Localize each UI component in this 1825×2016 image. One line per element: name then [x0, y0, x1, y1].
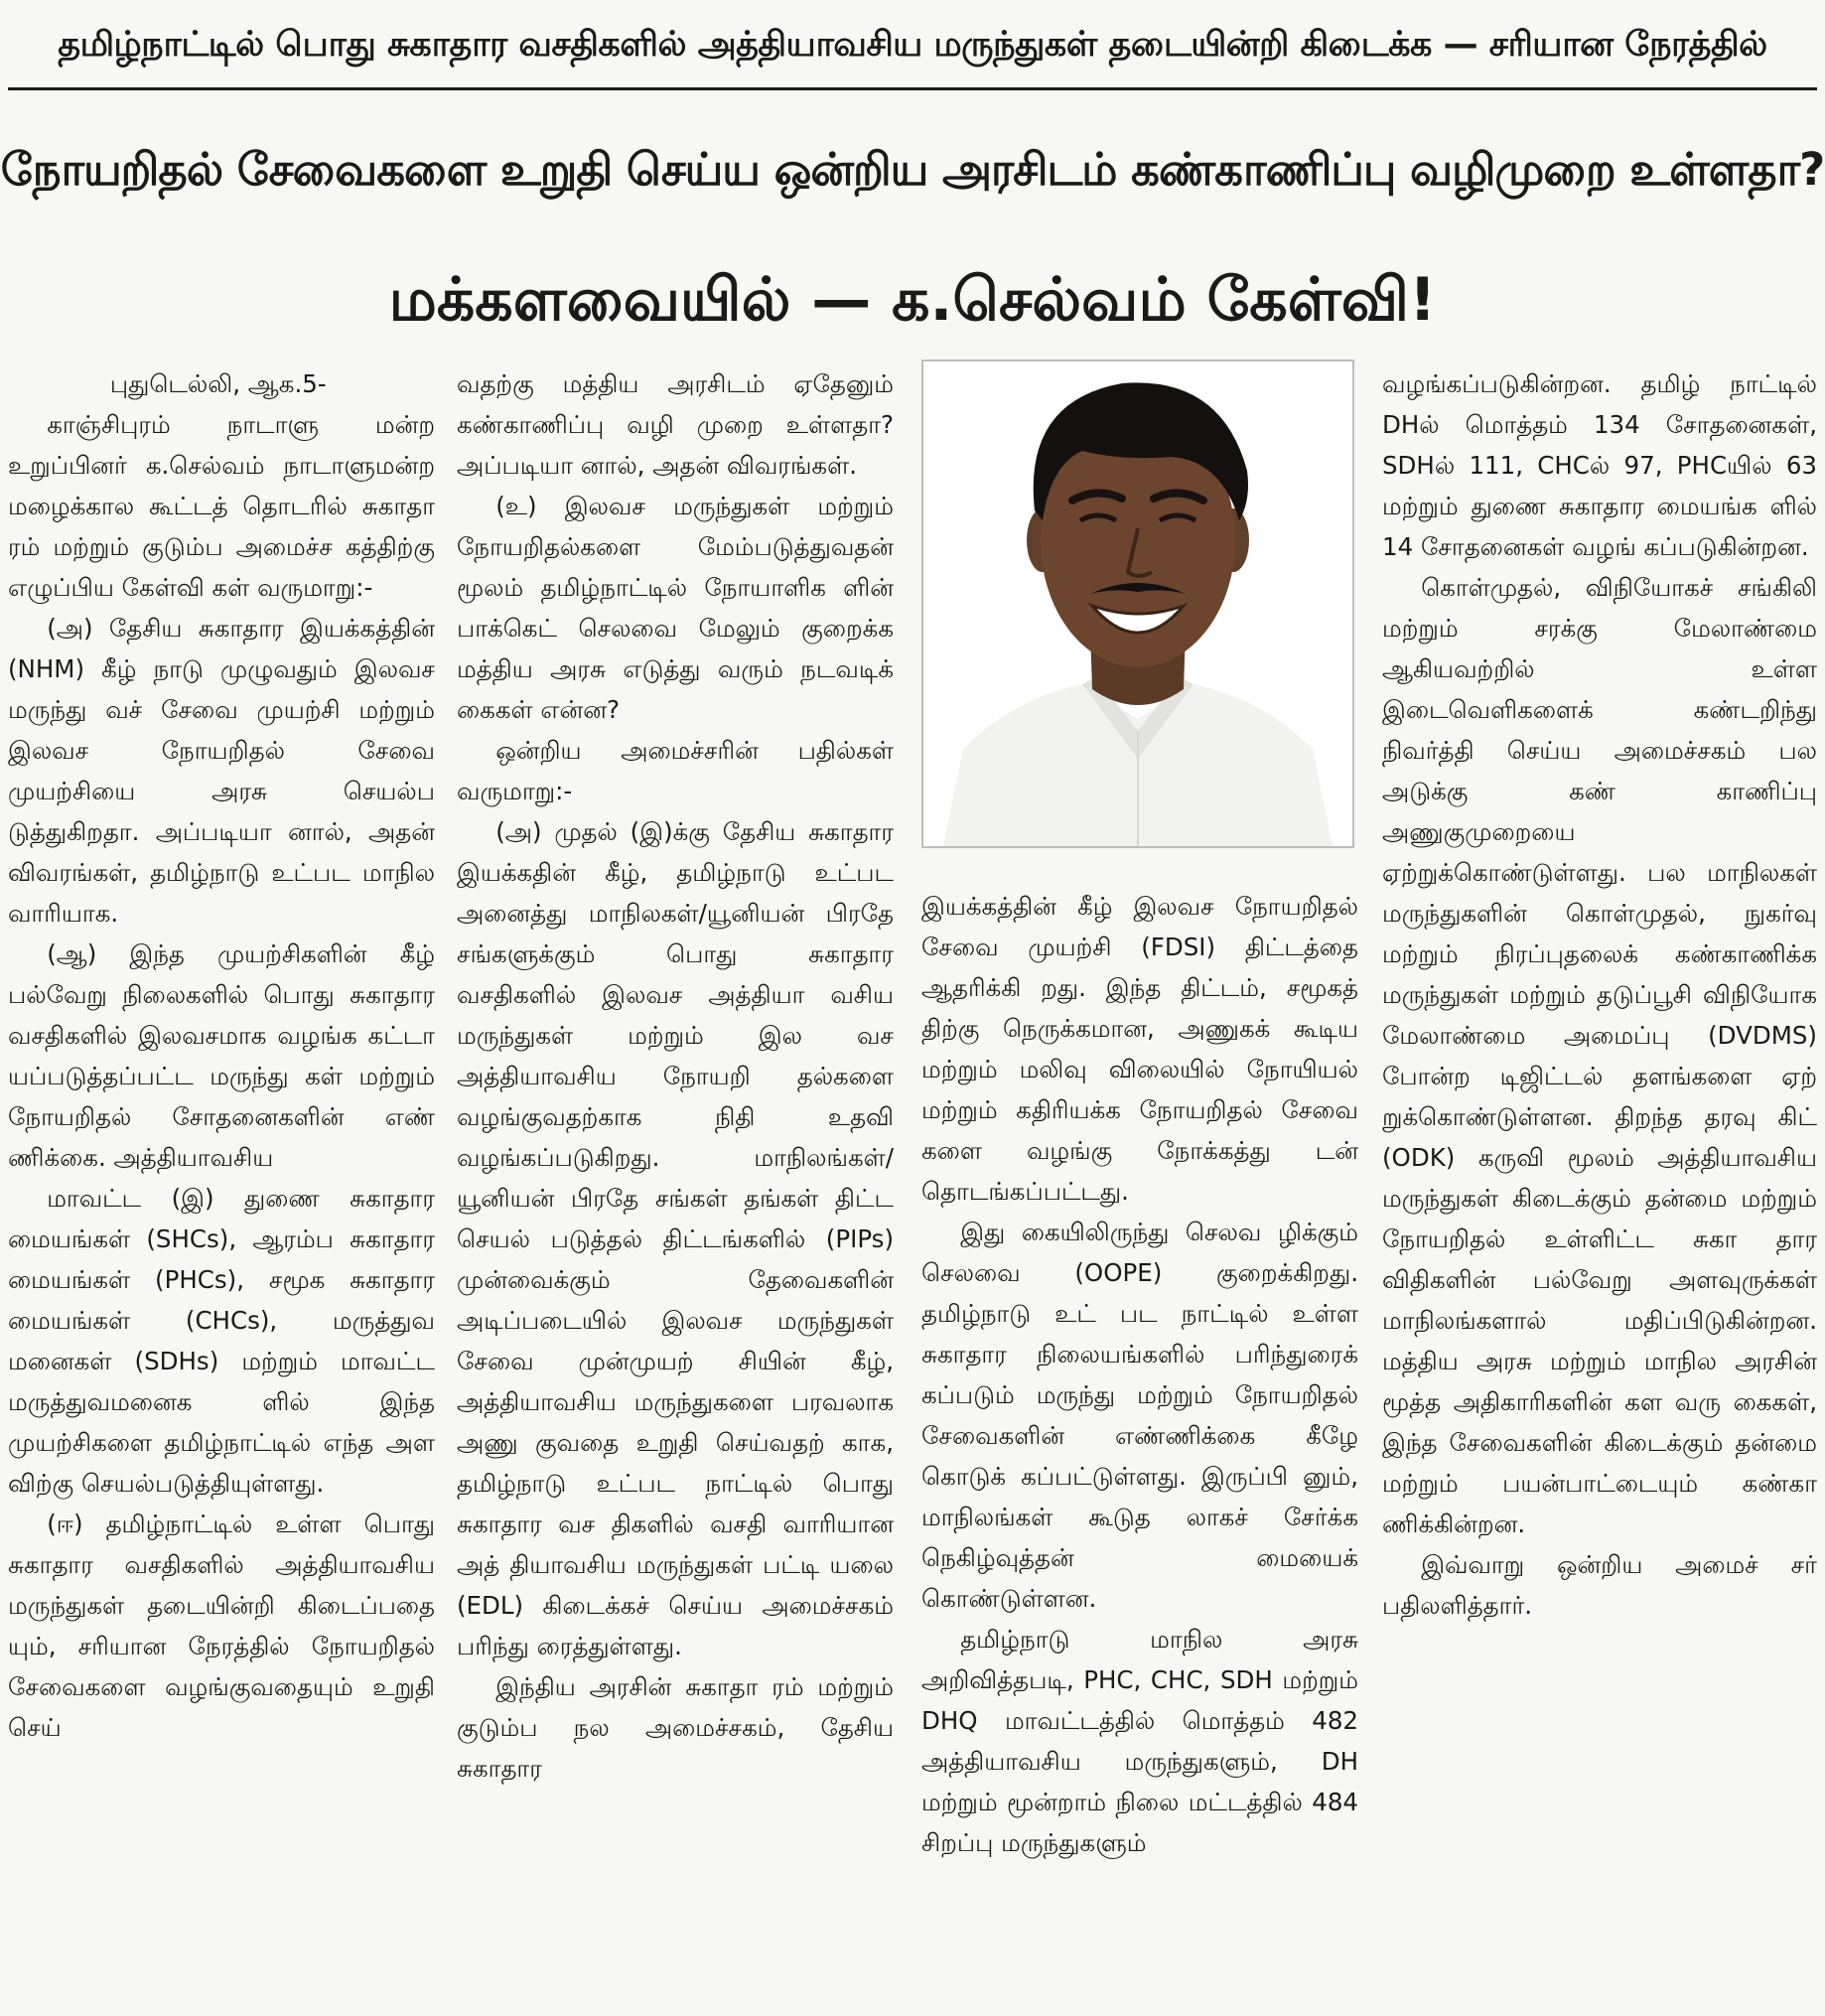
- article-kicker: தமிழ்நாட்டில் பொது சுகாதார வசதிகளில் அத்தியாவசிய மருந்துகள் தடையின்றி கிடைக்க — சரியான நேரத்தில்: [58, 25, 1767, 65]
- column-2-paragraph: (அ) முதல் (இ)க்கு தேசிய சுகாதார இயக்கதின் கீழ், தமிழ்நாடு உட்பட அனைத்து மாநிலகள்/யூனியன் பிரதே சங்களுக்கும் பொது சுகாதார வசதிகளில் இலவச அத்தியா வசிய மருந்துகள் மற்றும் இல வச அத்தியாவசிய நோயறி தல்களை வழங்குவதற்காக நிதி உதவி வழங்கப்படுகிறது. மாநிலங்கள்/யூனியன் பிரதே சங்கள் தங்கள் திட்ட செயல் படுத்தல் திட்டங்களில் (PIPs) முன்வைக்கும் தேவைகளின் அடிப்படையில் இலவச மருந்துகள் சேவை முன்முயற் சியின் கீழ், அத்தியாவசிய மருந்துகளை பரவலாக அணு குவதை உறுதி செய்வதற் காக, தமிழ்நாடு உட்பட நாட்டில் பொது சுகாதார வச திகளில் வசதி வாரியான அத் தியாவசிய மருந்துகள் பட்டி யலை (EDL) கிடைக்கச் செய்ய அமைச்சகம் பரிந்து ரைத்துள்ளது.: [457, 817, 894, 1660]
- article-column-2: [457, 363, 894, 2012]
- column-2-paragraph: வதற்கு மத்திய அரசிடம் ஏதேனும் கண்காணிப்பு வழி முறை உள்ளதா? அப்படியா னால், அதன் விவரங்கள்.: [457, 369, 894, 480]
- column-3-paragraph: இது கையிலிருந்து செலவ ழிக்கும் செலவை (OOPE) குறைக்கிறது. தமிழ்நாடு உட் பட நாட்டில் உள்ள சுகாதார நிலையங்களில் பரிந்துரைக் கப்படும் மருந்து மற்றும் நோயறிதல் சேவைகளின் எண்ணிக்கை கீழே கொடுக் கப்பட்டுள்ளது. இருப்பி னும், மாநிலங்கள் கூடுத லாகச் சேர்க்க நெகிழ்வுத்தன் மையைக் கொண்டுள்ளன.: [921, 1218, 1358, 1613]
- article-column-3: [921, 886, 1358, 2012]
- column-2-paragraph: (உ) இலவச மருந்துகள் மற்றும் நோயறிதல்களை மேம்படுத்துவதன் மூலம் தமிழ்நாட்டில் நோயாளிக ளின் பாக்கெட் செலவை மேலும் குறைக்க மத்திய அரசு எடுத்து வரும் நடவடிக் கைகள் என்ன?: [457, 492, 894, 724]
- article-column-4: [1382, 363, 1817, 2012]
- column-1-paragraph: (ஆ) இந்த முயற்சிகளின் கீழ் பல்வேறு நிலைகளில் பொது சுகாதார வசதிகளில் இலவசமாக வழங்க கட்டா யப்படுத்தப்பட்ட மருந்து கள் மற்றும் நோயறிதல் சோதனைகளின் எண் ணிக்கை. அத்தியாவசிய: [8, 939, 435, 1172]
- article-subheadline: மக்களவையில் — க.செல்வம் கேள்வி!: [388, 265, 1437, 335]
- column-4-paragraph: இவ்வாறு ஒன்றிய அமைச் சர் பதிலளித்தார்.: [1382, 1550, 1817, 1620]
- portrait-photo: [921, 360, 1354, 848]
- column-4-paragraph: வழங்கப்படுகின்றன. தமிழ் நாட்டில் DHல் மொத்தம் 134 சோதனைகள், SDHல் 111, CHCல் 97, PHCயில் 63 மற்றும் துணை சுகாதார மையங்க ளில் 14 சோதனைகள் வழங் கப்படுகின்றன.: [1382, 369, 1817, 561]
- article-column-1: [8, 363, 435, 2012]
- portrait-illustration: [923, 361, 1352, 846]
- article-headline: நோயறிதல் சேவைகளை உறுதி செய்ய ஒன்றிய அரசிடம் கண்காணிப்பு வழிமுறை உள்ளதா?: [0, 143, 1825, 196]
- column-2-paragraph: இந்திய அரசின் சுகாதா ரம் மற்றும் குடும்ப நல அமைச்சகம், தேசிய சுகாதார: [457, 1672, 894, 1783]
- column-4-paragraph: கொள்முதல், விநியோகச் சங்கிலி மற்றும் சரக்கு மேலாண்மை ஆகியவற்றில் உள்ள இடைவெளிகளைக் கண்டறிந்து நிவர்த்தி செய்ய அமைச்சகம் பல அடுக்கு கண் காணிப்பு அணுகுமுறையை ஏற்றுக்கொண்டுள்ளது. பல மாநிலகள் மருந்துகளின் கொள்முதல், நுகர்வு மற்றும் நிரப்புதலைக் கண்காணிக்க மருந்துகள் மற்றும் தடுப்பூசி விநியோக மேலாண்மை அமைப்பு (DVDMS) போன்ற டிஜிட்டல் தளங்களை ஏற் றுக்கொண்டுள்ளன. திறந்த தரவு கிட் (ODK) கருவி மூலம் அத்தியாவசிய மருந்துகள் கிடைக்கும் தன்மை மற்றும் நோயறிதல் உள்ளிட்ட சுகா தார விதிகளின் பல்வேறு அளவுருக்கள் மாநிலங்களால் மதிப்பிடுகின்றன. மத்திய அரசு மற்றும் மாநில அரசின் மூத்த அதிகாரிகளின் கள வரு கைகள், இந்த சேவைகளின் கிடைக்கும் தன்மை மற்றும் பயன்பாட்டையும் கண்கா ணிக்கின்றன.: [1382, 573, 1817, 1538]
- column-1-paragraph: புதுடெல்லி, ஆக.5-: [109, 369, 327, 398]
- column-1-paragraph: (அ) தேசிய சுகாதார இயக்கத்தின் (NHM) கீழ் நாடு முழுவதும் இலவச மருந்து வச் சேவை முயற்சி மற்றும் இலவச நோயறிதல் சேவை முயற்சியை அரசு செயல்ப டுத்துகிறதா. அப்படியா னால், அதன் விவரங்கள், தமிழ்நாடு உட்பட மாநில வாரியாக.: [8, 614, 435, 928]
- column-1-paragraph: காஞ்சிபுரம் நாடாளு மன்ற உறுப்பினர் க.செல்வம் நாடாளுமன்ற மழைக்கால கூட்டத் தொடரில் சுகாதா ரம் மற்றும் குடும்ப அமைச்ச கத்திற்கு எழுப்பிய கேள்வி கள் வருமாறு:-: [8, 410, 435, 602]
- column-3-paragraph: இயக்கத்தின் கீழ் இலவச நோயறிதல் சேவை முயற்சி (FDSI) திட்டத்தை ஆதரிக்கி றது. இந்த திட்டம், சமூகத் திற்கு நெருக்கமான, அணுகக் கூடிய மற்றும் மலிவு விலையில் நோயியல் மற்றும் கதிரியக்க நோயறிதல் சேவை களை வழங்கு நோக்கத்து டன் தொடங்கப்பட்டது.: [921, 892, 1358, 1206]
- column-3-paragraph: தமிழ்நாடு மாநில அரசு அறிவித்தபடி, PHC, CHC, SDH மற்றும் DHQ மாவட்டத்தில் மொத்தம் 482 அத்தியாவசிய மருந்துகளும், DH மற்றும் மூன்றாம் நிலை மட்டத்தில் 484 சிறப்பு மருந்துகளும்: [921, 1625, 1358, 1857]
- column-1-paragraph: (ஈ) தமிழ்நாட்டில் உள்ள பொது சுகாதார வசதிகளில் அத்தியாவசிய மருந்துகள் தடையின்றி கிடைப்பதை யும், சரியான நேரத்தில் நோயறிதல் சேவைகளை வழங்குவதையும் உறுதி செய்: [8, 1510, 435, 1742]
- column-2-paragraph: ஒன்றிய அமைச்சரின் பதில்கள் வருமாறு:-: [457, 736, 894, 805]
- column-1-paragraph: மாவட்ட (இ) துணை சுகாதார மையங்கள் (SHCs), ஆரம்ப சுகாதார மையங்கள் (PHCs), சமூக சுகாதார மையங்கள் (CHCs), மருத்துவ மனைகள் (SDHs) மற்றும் மாவட்ட மருத்துவமனைக ளில் இந்த முயற்சிகளை தமிழ்நாட்டில் எந்த அள விற்கு செயல்படுத்தியுள்ளது.: [8, 1184, 435, 1498]
- kicker-divider: [8, 87, 1817, 90]
